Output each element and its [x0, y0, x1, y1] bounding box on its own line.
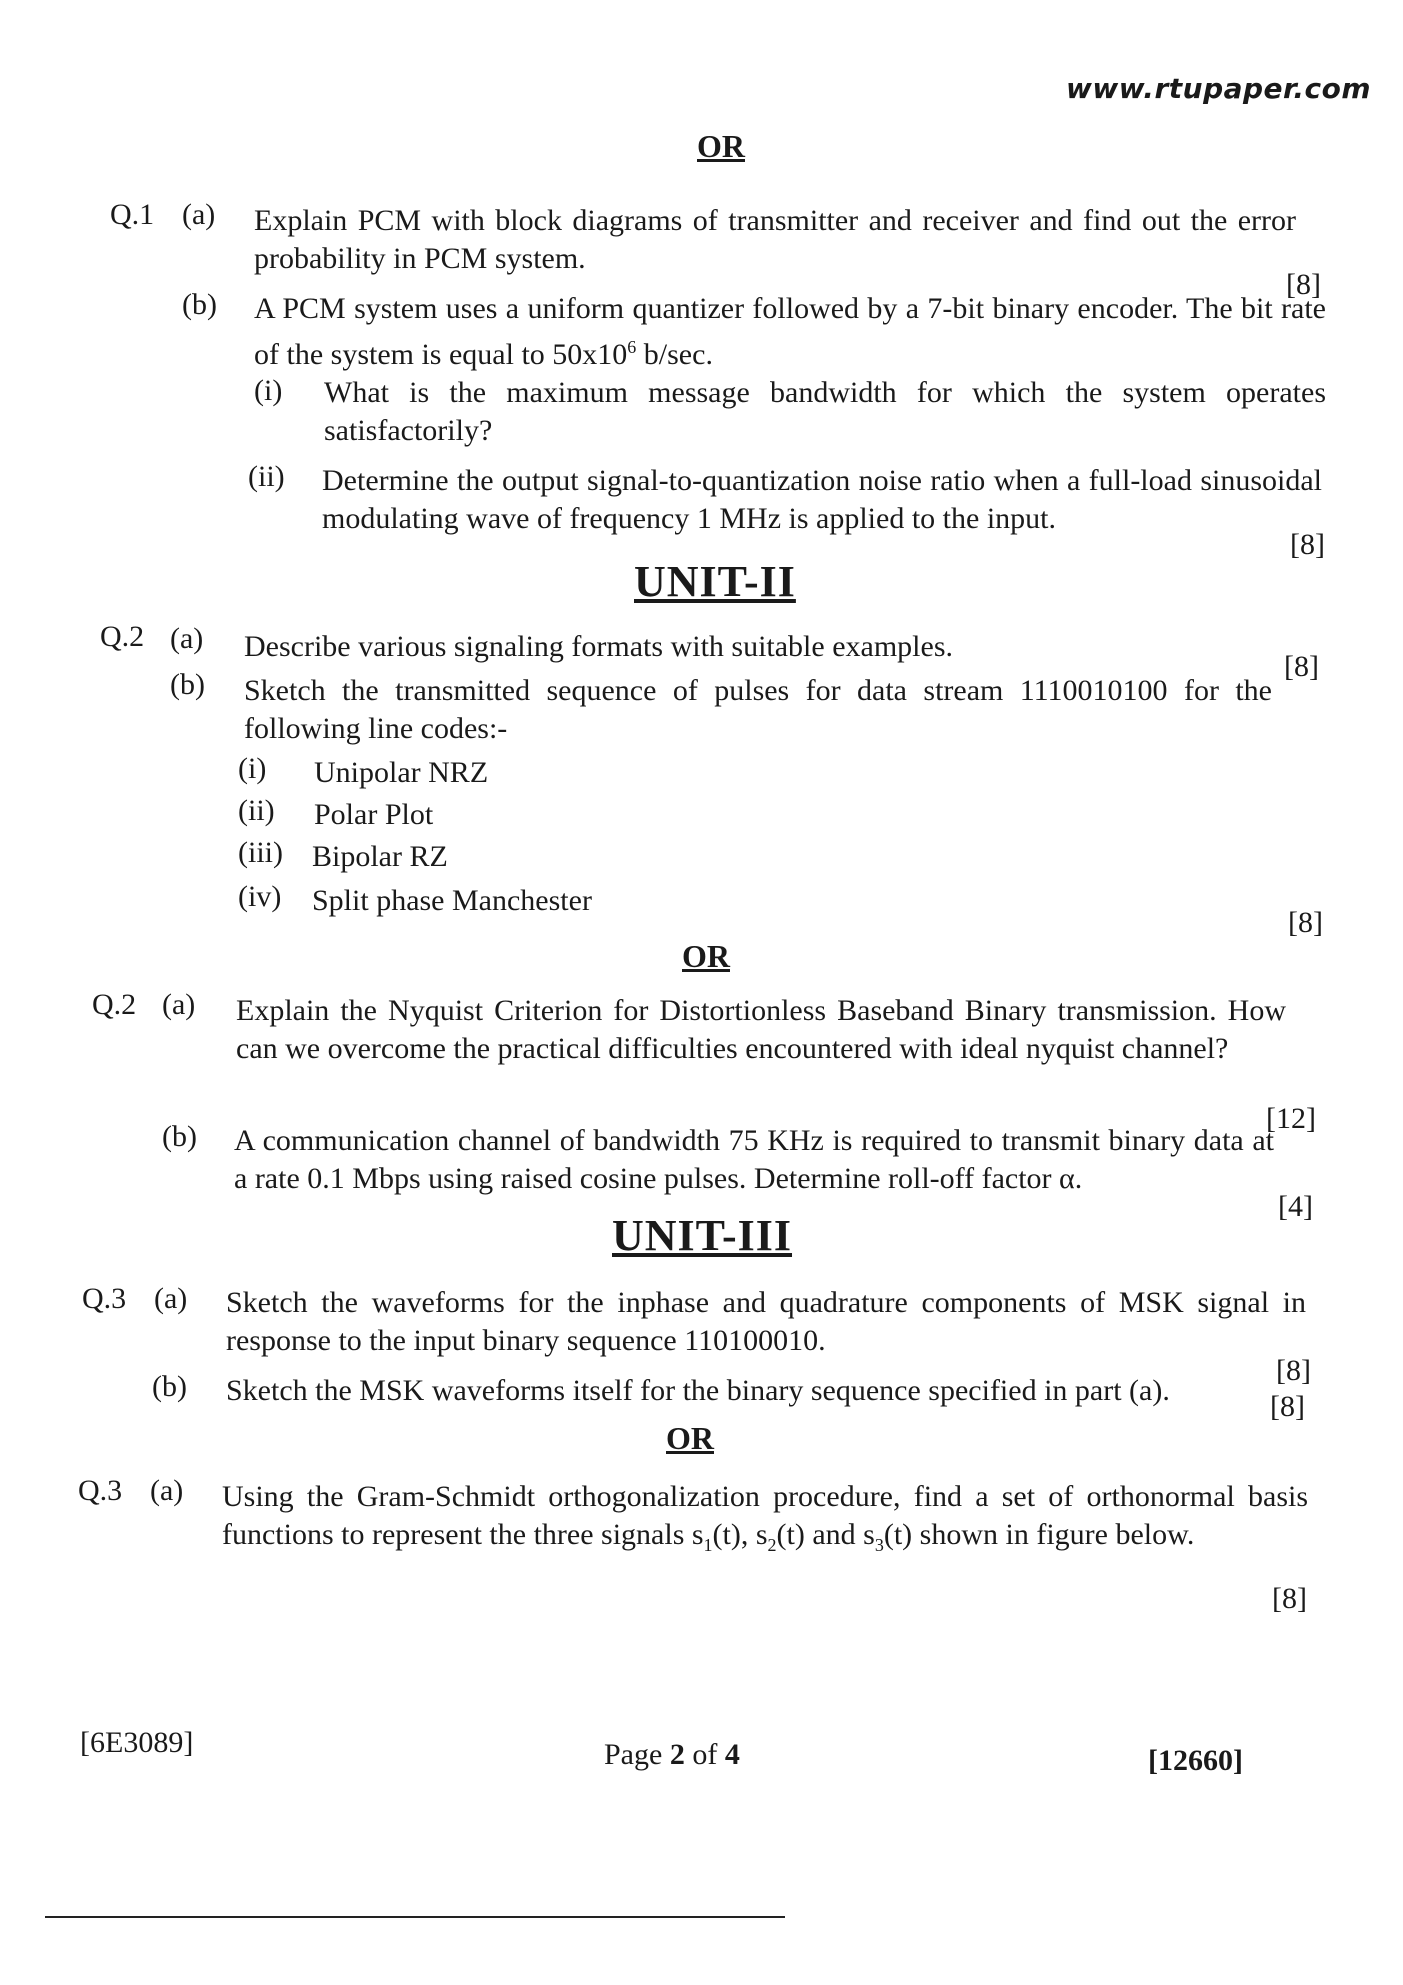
line-code-item: Polar Plot: [314, 798, 434, 831]
part-label: (a): [154, 1282, 188, 1315]
subpart-label: (ii): [248, 460, 285, 493]
part-label: (b): [162, 1120, 197, 1153]
q2-b-text: Sketch the transmitted sequence of pulses for data stream 1110010100 for the following line codes:-: [244, 674, 1272, 745]
part-label: (a): [182, 198, 216, 231]
footer-page-number: Page 2 of 4: [604, 1738, 740, 1771]
q2-a-text: Describe various signaling formats with suitable examples.: [244, 630, 953, 663]
q3-a-text: Sketch the waveforms for the inphase and quadrature components of MSK signal in response to the input binary sequence 110100010.: [226, 1286, 1306, 1357]
part-label: (a): [162, 988, 196, 1021]
subpart-label: (i): [254, 374, 283, 407]
q1-a-text: Explain PCM with block diagrams of transmitter and receiver and find out the error probability in PCM system.: [254, 204, 1296, 275]
question-number: Q.3: [82, 1282, 127, 1315]
marks: [8]: [1276, 1354, 1311, 1387]
bottom-rule: [45, 1916, 785, 1918]
q3-b-text: Sketch the MSK waveforms itself for the binary sequence specified in part (a).: [226, 1374, 1170, 1407]
q2or-a-text: Explain the Nyquist Criterion for Distortionless Baseband Binary transmission. How can we overcome the practical difficulties encountered with ideal nyquist channel?: [236, 994, 1286, 1065]
section-or-2: OR: [682, 938, 730, 974]
subpart-label: (i): [238, 752, 267, 785]
marks: [8]: [1270, 1390, 1305, 1423]
question-number: Q.2: [92, 988, 137, 1021]
unit-2-heading: UNIT-II: [634, 557, 796, 606]
q1-ii-text: Determine the output signal-to-quantization noise ratio when a full-load sinusoidal modulating wave of frequency 1 MHz is applied to the input.: [322, 464, 1322, 535]
line-code-item: Bipolar RZ: [312, 840, 448, 873]
part-label: (b): [152, 1370, 187, 1403]
question-number: Q.1: [110, 198, 155, 231]
marks: [8]: [1288, 906, 1323, 939]
part-label: (b): [170, 668, 205, 701]
subpart-label: (ii): [238, 794, 275, 827]
marks: [8]: [1272, 1582, 1307, 1615]
subpart-label: (iii): [238, 836, 283, 869]
q3or-a-text: Using the Gram-Schmidt orthogonalization procedure, find a set of orthonormal basis functions to represent the three signals $s_1(t)$, $s_2(t)$ and $s_3(t)$ shown in figure below.: [222, 1480, 1308, 1555]
section-or-1: OR: [697, 128, 745, 164]
marks: [4]: [1278, 1190, 1313, 1223]
part-label: (b): [182, 288, 217, 321]
marks: [8]: [1286, 268, 1321, 301]
line-code-item: Unipolar NRZ: [314, 756, 489, 789]
q1-b-text: A PCM system uses a uniform quantizer followed by a 7-bit binary encoder. The bit rate of the system is equal to $50x10^6$ b/sec.: [254, 292, 1326, 371]
q1-i-text: What is the maximum message bandwidth for which the system operates satisfactorily?: [324, 376, 1326, 447]
website-watermark: www.rtupaper.com: [1066, 72, 1372, 105]
part-label: (a): [150, 1474, 184, 1507]
footer-paper-id: [12660]: [1148, 1744, 1243, 1777]
marks: [8]: [1290, 528, 1325, 561]
marks: [12]: [1266, 1102, 1316, 1135]
section-or-3: OR: [666, 1420, 714, 1456]
line-code-item: Split phase Manchester: [312, 884, 592, 917]
part-label: (a): [170, 622, 204, 655]
footer-exam-code: [6E3089]: [80, 1726, 194, 1759]
question-number: Q.3: [78, 1474, 123, 1507]
marks: [8]: [1284, 650, 1319, 683]
q2or-b-text: A communication channel of bandwidth 75 KHz is required to transmit binary data at a rate 0.1 Mbps using raised cosine pulses. Determine roll-off factor α.: [234, 1124, 1274, 1195]
subpart-label: (iv): [238, 880, 282, 913]
question-number: Q.2: [100, 620, 145, 653]
unit-3-heading: UNIT-III: [612, 1211, 793, 1260]
